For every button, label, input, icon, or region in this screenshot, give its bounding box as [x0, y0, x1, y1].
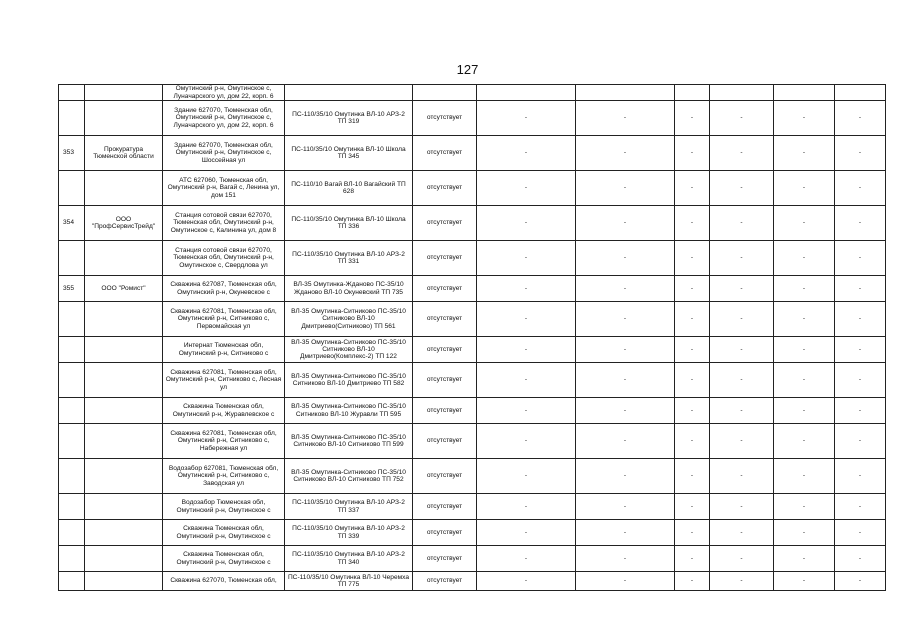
col-5-cell: -	[774, 337, 835, 363]
col-1-cell: -	[477, 101, 576, 136]
object-description-cell: Омутинский р-н, Омутинское с, Луначарского ул, дом 22, корп. 6	[163, 85, 285, 101]
status-cell: отсутствует	[413, 241, 477, 276]
col-3-cell: -	[675, 337, 710, 363]
table-row	[59, 302, 886, 337]
table-row	[59, 276, 886, 302]
status-cell: отсутствует	[413, 459, 477, 494]
col-2-cell: -	[576, 572, 675, 591]
col-4-cell: -	[710, 494, 774, 520]
col-4-cell: -	[710, 206, 774, 241]
col-1-cell: -	[477, 136, 576, 171]
col-2-cell: -	[576, 494, 675, 520]
col-4-cell: -	[710, 276, 774, 302]
row-number-cell	[59, 398, 85, 424]
organization-cell	[85, 572, 163, 591]
col-1-cell: -	[477, 520, 576, 546]
organization-cell	[85, 337, 163, 363]
status-cell: отсутствует	[413, 424, 477, 459]
col-5-cell: -	[774, 276, 835, 302]
object-description-cell: Скважина Тюменская обл, Омутинский р-н, Омутинское с	[163, 520, 285, 546]
col-3-cell: -	[675, 206, 710, 241]
organization-cell	[85, 101, 163, 136]
object-description-cell: Интернат Тюменская обл, Омутинский р-н, Ситниково с	[163, 337, 285, 363]
table-row	[59, 572, 886, 591]
organization-cell	[85, 171, 163, 206]
table-row	[59, 206, 886, 241]
col-6-cell: -	[835, 276, 886, 302]
col-6-cell: -	[835, 337, 886, 363]
table-row	[59, 241, 886, 276]
col-5-cell: -	[774, 494, 835, 520]
col-5-cell: -	[774, 241, 835, 276]
supply-line-cell: ВЛ-35 Омутинка-Ситниково ПС-35/10 Ситниково ВЛ-10 Дмитриево(Ситниково) ТП 561	[285, 302, 413, 337]
status-cell: отсутствует	[413, 398, 477, 424]
col-5-cell: -	[774, 459, 835, 494]
table-body	[59, 85, 886, 591]
row-number-cell	[59, 241, 85, 276]
table-row	[59, 398, 886, 424]
col-3-cell: -	[675, 136, 710, 171]
col-3-cell: -	[675, 363, 710, 398]
col-6-cell: -	[835, 546, 886, 572]
col-6-cell	[835, 85, 886, 101]
organization-cell	[85, 546, 163, 572]
col-3-cell: -	[675, 572, 710, 591]
row-number-cell	[59, 85, 85, 101]
col-4-cell: -	[710, 459, 774, 494]
status-cell: отсутствует	[413, 302, 477, 337]
supply-line-cell	[285, 85, 413, 101]
col-6-cell: -	[835, 572, 886, 591]
status-cell: отсутствует	[413, 136, 477, 171]
col-3-cell: -	[675, 302, 710, 337]
col-6-cell: -	[835, 494, 886, 520]
col-3-cell: -	[675, 276, 710, 302]
col-6-cell: -	[835, 171, 886, 206]
status-cell: отсутствует	[413, 206, 477, 241]
page-number: 127	[456, 62, 479, 77]
row-number-cell	[59, 337, 85, 363]
col-1-cell: -	[477, 241, 576, 276]
status-cell: отсутствует	[413, 276, 477, 302]
organization-cell	[85, 241, 163, 276]
object-description-cell: Скважина Тюменская обл, Омутинский р-н, Омутинское с	[163, 546, 285, 572]
col-2-cell: -	[576, 459, 675, 494]
col-3-cell: -	[675, 398, 710, 424]
col-6-cell: -	[835, 101, 886, 136]
col-6-cell: -	[835, 136, 886, 171]
col-3-cell: -	[675, 101, 710, 136]
row-number-cell	[59, 171, 85, 206]
col-2-cell	[576, 85, 675, 101]
row-number-cell	[59, 363, 85, 398]
organization-cell: ООО "ПрофСервисТрейд"	[85, 206, 163, 241]
col-4-cell: -	[710, 424, 774, 459]
col-5-cell: -	[774, 302, 835, 337]
table-row	[59, 171, 886, 206]
col-2-cell: -	[576, 398, 675, 424]
table-row	[59, 337, 886, 363]
row-number-cell: 355	[59, 276, 85, 302]
col-4-cell: -	[710, 136, 774, 171]
object-description-cell: Водозабор 627081, Тюменская обл, Омутинский р-н, Ситниково с, Заводская ул	[163, 459, 285, 494]
col-5-cell	[774, 85, 835, 101]
col-4-cell: -	[710, 337, 774, 363]
col-4-cell: -	[710, 520, 774, 546]
col-6-cell: -	[835, 363, 886, 398]
col-6-cell: -	[835, 424, 886, 459]
object-description-cell: Здание 627070, Тюменская обл, Омутинский р-н, Омутинское с, Луначарского ул, дом 22, корп. 6	[163, 101, 285, 136]
col-5-cell: -	[774, 520, 835, 546]
col-2-cell: -	[576, 302, 675, 337]
col-3-cell: -	[675, 459, 710, 494]
col-1-cell: -	[477, 398, 576, 424]
col-4-cell: -	[710, 171, 774, 206]
supply-line-cell: ПС-110/35/10 Омутинка ВЛ-10 АРЗ-2 ТП 337	[285, 494, 413, 520]
status-cell: отсутствует	[413, 520, 477, 546]
col-6-cell: -	[835, 459, 886, 494]
col-4-cell: -	[710, 101, 774, 136]
row-number-cell: 353	[59, 136, 85, 171]
col-4-cell: -	[710, 398, 774, 424]
col-1-cell	[477, 85, 576, 101]
col-6-cell: -	[835, 302, 886, 337]
col-6-cell: -	[835, 520, 886, 546]
object-description-cell: Скважина 627081, Тюменская обл, Омутинский р-н, Ситниково с, Первомайская ул	[163, 302, 285, 337]
energy-objects-table	[58, 84, 886, 591]
organization-cell	[85, 494, 163, 520]
col-5-cell: -	[774, 546, 835, 572]
col-1-cell: -	[477, 171, 576, 206]
col-3-cell: -	[675, 546, 710, 572]
col-3-cell: -	[675, 241, 710, 276]
table-row	[59, 136, 886, 171]
organization-cell	[85, 302, 163, 337]
supply-line-cell: ПС-110/10 Вагай ВЛ-10 Вагайский ТП 628	[285, 171, 413, 206]
col-3-cell	[675, 85, 710, 101]
col-1-cell: -	[477, 363, 576, 398]
col-2-cell: -	[576, 206, 675, 241]
col-1-cell: -	[477, 572, 576, 591]
col-4-cell: -	[710, 572, 774, 591]
table-row	[59, 459, 886, 494]
col-5-cell: -	[774, 101, 835, 136]
supply-line-cell: ВЛ-35 Омутинка-Ситниково ПС-35/10 Ситниково ВЛ-10 Дмитриево ТП 582	[285, 363, 413, 398]
col-6-cell: -	[835, 398, 886, 424]
table-row	[59, 85, 886, 101]
organization-cell	[85, 520, 163, 546]
status-cell: отсутствует	[413, 101, 477, 136]
organization-cell	[85, 363, 163, 398]
col-1-cell: -	[477, 337, 576, 363]
supply-line-cell: ВЛ-35 Омутинка-Ситниково ПС-35/10 Ситниково ВЛ-10 Ситниково ТП 752	[285, 459, 413, 494]
col-4-cell: -	[710, 546, 774, 572]
col-3-cell: -	[675, 494, 710, 520]
col-1-cell: -	[477, 276, 576, 302]
organization-cell: ООО "Ромист"	[85, 276, 163, 302]
table-row	[59, 546, 886, 572]
organization-cell	[85, 85, 163, 101]
row-number-cell	[59, 459, 85, 494]
row-number-cell	[59, 302, 85, 337]
status-cell: отсутствует	[413, 572, 477, 591]
table-row	[59, 520, 886, 546]
supply-line-cell: ПС-110/35/10 Омутинка ВЛ-10 АРЗ-2 ТП 319	[285, 101, 413, 136]
col-4-cell: -	[710, 302, 774, 337]
status-cell: отсутствует	[413, 363, 477, 398]
col-3-cell: -	[675, 424, 710, 459]
object-description-cell: Скважина 627087, Тюменская обл, Омутинский р-н, Окуневское с	[163, 276, 285, 302]
supply-line-cell: ПС-110/35/10 Омутинка ВЛ-10 Школа ТП 345	[285, 136, 413, 171]
organization-cell	[85, 459, 163, 494]
object-description-cell: Водозабор Тюменская обл, Омутинский р-н, Омутинское с	[163, 494, 285, 520]
col-1-cell: -	[477, 494, 576, 520]
col-6-cell: -	[835, 206, 886, 241]
row-number-cell	[59, 546, 85, 572]
col-2-cell: -	[576, 546, 675, 572]
status-cell: отсутствует	[413, 337, 477, 363]
col-2-cell: -	[576, 136, 675, 171]
row-number-cell	[59, 101, 85, 136]
col-4-cell: -	[710, 363, 774, 398]
col-1-cell: -	[477, 459, 576, 494]
col-1-cell: -	[477, 546, 576, 572]
organization-cell: Прокуратура Тюменской области	[85, 136, 163, 171]
col-5-cell: -	[774, 572, 835, 591]
row-number-cell: 354	[59, 206, 85, 241]
col-6-cell: -	[835, 241, 886, 276]
col-3-cell: -	[675, 520, 710, 546]
table-row	[59, 101, 886, 136]
object-description-cell: Станция сотовой связи 627070, Тюменская обл, Омутинский р-н, Омутинское с, Калинина ул, дом 8	[163, 206, 285, 241]
object-description-cell: Скважина 627081, Тюменская обл, Омутинский р-н, Ситниково с, Лесная ул	[163, 363, 285, 398]
object-description-cell: Здание 627070, Тюменская обл, Омутинский р-н, Омутинское с, Шоссейная ул	[163, 136, 285, 171]
table-row	[59, 363, 886, 398]
col-5-cell: -	[774, 206, 835, 241]
row-number-cell	[59, 494, 85, 520]
supply-line-cell: ВЛ-35 Омутинка-Жданово ПС-35/10 Жданово ВЛ-10 Окуневский ТП 735	[285, 276, 413, 302]
col-5-cell: -	[774, 398, 835, 424]
object-description-cell: Станция сотовой связи 627070, Тюменская обл, Омутинский р-н, Омутинское с, Свердлова ул	[163, 241, 285, 276]
table-row	[59, 494, 886, 520]
col-1-cell: -	[477, 424, 576, 459]
col-2-cell: -	[576, 101, 675, 136]
col-2-cell: -	[576, 171, 675, 206]
col-2-cell: -	[576, 363, 675, 398]
col-5-cell: -	[774, 424, 835, 459]
object-description-cell: Скважина 627081, Тюменская обл, Омутинский р-н, Ситниково с, Набережная ул	[163, 424, 285, 459]
status-cell	[413, 85, 477, 101]
supply-line-cell: ВЛ-35 Омутинка-Ситниково ПС-35/10 Ситниково ВЛ-10 Дмитриево(Комплекс-2) ТП 122	[285, 337, 413, 363]
supply-line-cell: ВЛ-35 Омутинка-Ситниково ПС-35/10 Ситниково ВЛ-10 Журавли ТП 595	[285, 398, 413, 424]
organization-cell	[85, 398, 163, 424]
supply-line-cell: ПС-110/35/10 Омутинка ВЛ-10 АРЗ-2 ТП 331	[285, 241, 413, 276]
status-cell: отсутствует	[413, 494, 477, 520]
supply-line-cell: ВЛ-35 Омутинка-Ситниково ПС-35/10 Ситниково ВЛ-10 Ситниково ТП 599	[285, 424, 413, 459]
object-description-cell: Скважина Тюменская обл, Омутинский р-н, Журавлевское с	[163, 398, 285, 424]
col-5-cell: -	[774, 363, 835, 398]
col-1-cell: -	[477, 206, 576, 241]
col-2-cell: -	[576, 520, 675, 546]
supply-line-cell: ПС-110/35/10 Омутинка ВЛ-10 Школа ТП 336	[285, 206, 413, 241]
col-5-cell: -	[774, 136, 835, 171]
table-row	[59, 424, 886, 459]
object-description-cell: АТС 627060, Тюменская обл, Омутинский р-н, Вагай с, Ленина ул, дом 151	[163, 171, 285, 206]
col-2-cell: -	[576, 337, 675, 363]
row-number-cell	[59, 572, 85, 591]
supply-line-cell: ПС-110/35/10 Омутинка ВЛ-10 АРЗ-2 ТП 340	[285, 546, 413, 572]
object-description-cell: Скважина 627070, Тюменская обл,	[163, 572, 285, 591]
status-cell: отсутствует	[413, 546, 477, 572]
col-4-cell	[710, 85, 774, 101]
col-5-cell: -	[774, 171, 835, 206]
col-3-cell: -	[675, 171, 710, 206]
organization-cell	[85, 424, 163, 459]
col-2-cell: -	[576, 241, 675, 276]
col-4-cell: -	[710, 241, 774, 276]
row-number-cell	[59, 520, 85, 546]
col-2-cell: -	[576, 424, 675, 459]
col-1-cell: -	[477, 302, 576, 337]
supply-line-cell: ПС-110/35/10 Омутинка ВЛ-10 Черемха ТП 775	[285, 572, 413, 591]
supply-line-cell: ПС-110/35/10 Омутинка ВЛ-10 АРЗ-2 ТП 339	[285, 520, 413, 546]
row-number-cell	[59, 424, 85, 459]
status-cell: отсутствует	[413, 171, 477, 206]
col-2-cell: -	[576, 276, 675, 302]
